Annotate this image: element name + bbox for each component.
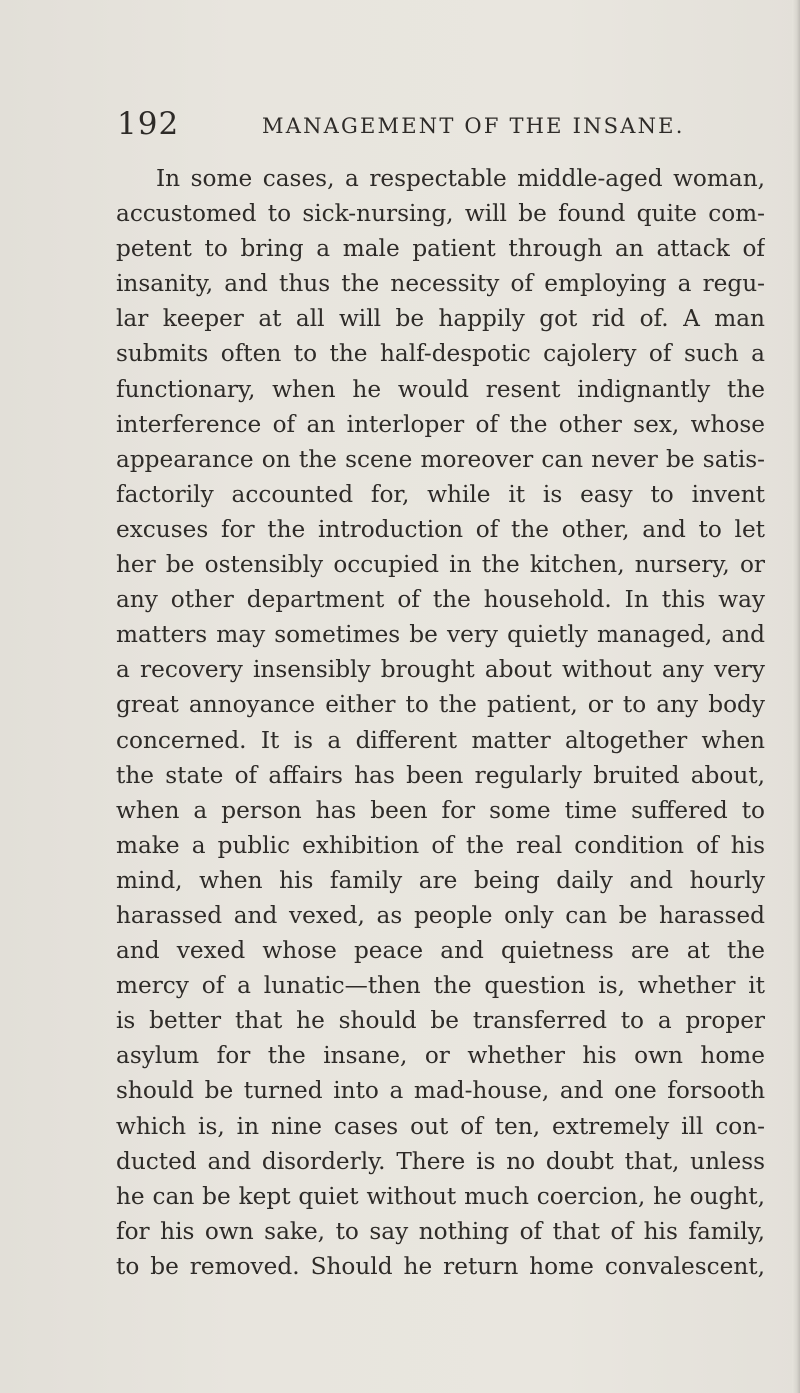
text-line: harassed and vexed, as people only can be harassed (116, 901, 765, 929)
text-line: her be ostensibly occupied in the kitchen, nursery, or (116, 551, 765, 579)
text-line: should be turned into a mad-house, and one forsooth (116, 1077, 765, 1105)
text-line: which is, in nine cases out of ten, extremely ill con- (116, 1112, 765, 1140)
running-head: MANAGEMENT OF THE INSANE. (262, 114, 685, 138)
text-line: petent to bring a male patient through an attack of (116, 235, 765, 263)
text-line: any other department of the household. In this way (116, 586, 765, 614)
page-edge (792, 0, 800, 1393)
text-line: factorily accounted for, while it is easy to invent (116, 480, 765, 508)
text-line: is better that he should be transferred to a proper (116, 1007, 765, 1035)
text-line: accustomed to sick-nursing, will be found quite com- (116, 200, 765, 228)
text-line: concerned. It is a different matter altogether when (116, 726, 765, 754)
page-header (117, 104, 757, 144)
text-line: insanity, and thus the necessity of employing a regu- (116, 270, 765, 298)
text-line: appearance on the scene moreover can never be satis- (116, 445, 765, 473)
text-line: In some cases, a respectable middle-aged woman, (156, 165, 765, 192)
text-line: to be removed. Should he return home convalescent, (116, 1252, 765, 1280)
text-line: make a public exhibition of the real condition of his (116, 831, 765, 859)
text-line: for his own sake, to say nothing of that of his family, (116, 1217, 765, 1245)
body-text (116, 161, 765, 1284)
text-line: great annoyance either to the patient, or to any body (116, 691, 765, 719)
text-line: mercy of a lunatic—then the question is, whether it (116, 972, 765, 1000)
text-line: interference of an interloper of the other sex, whose (116, 410, 765, 438)
text-line: lar keeper at all will be happily got rid of. A man (116, 305, 765, 333)
text-line: matters may sometimes be very quietly managed, and (116, 621, 765, 649)
text-line: he can be kept quiet without much coercion, he ought, (116, 1182, 765, 1210)
text-line: excuses for the introduction of the other, and to let (116, 515, 765, 543)
text-line: submits often to the half-despotic cajolery of such a (116, 340, 765, 368)
page-number: 192 (117, 106, 180, 142)
text-line: the state of affairs has been regularly bruited about, (116, 761, 765, 789)
text-line: and vexed whose peace and quietness are at the (116, 937, 765, 965)
text-line: a recovery insensibly brought about without any very (116, 656, 765, 684)
text-line: asylum for the insane, or whether his own home (116, 1042, 765, 1070)
text-line: functionary, when he would resent indignantly the (116, 375, 765, 403)
text-line: mind, when his family are being daily and hourly (116, 866, 765, 894)
text-line: when a person has been for some time suffered to (116, 796, 765, 824)
text-line: ducted and disorderly. There is no doubt that, unless (116, 1147, 765, 1175)
